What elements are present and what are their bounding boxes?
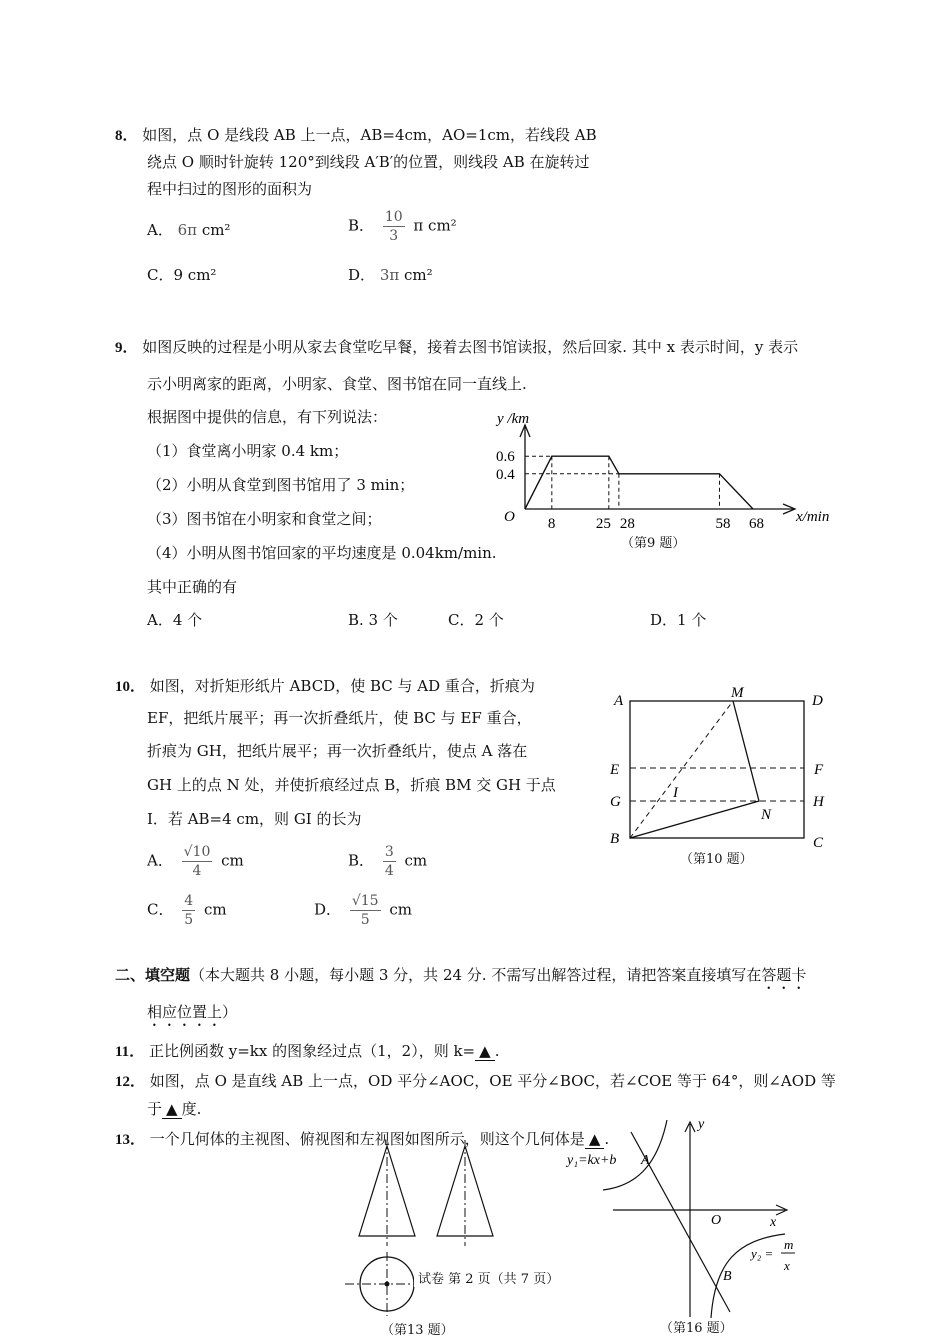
label-f: F bbox=[814, 762, 824, 778]
chart-x-tick-25: 25 bbox=[595, 516, 611, 532]
q10-option-d-fraction: $\frac{√15}{5}$ bbox=[351, 893, 379, 928]
label-g: G bbox=[610, 794, 621, 810]
q9-option-a[interactable]: A．4 个 bbox=[147, 611, 203, 629]
q8-number: 8 bbox=[115, 128, 123, 144]
q13: 13． 一个几何体的主视图、俯视图和左视图如图所示，则这个几何体是 ▲ . bbox=[115, 1130, 610, 1148]
q10-option-a-fraction: $\frac{√10}{4}$ bbox=[183, 844, 211, 879]
q16-figure bbox=[567, 1112, 810, 1322]
label-a: A bbox=[614, 693, 624, 709]
q9-line4: 其中正确的有 bbox=[147, 578, 238, 596]
q10-line1: 如图，对折矩形纸片 ABCD，使 BC 与 AD 重合，折痕为 bbox=[149, 677, 535, 695]
q10-line4: GH 上的点 N 处，并使折痕经过点 B，折痕 BM 交 GH 于点 bbox=[147, 776, 556, 794]
q16-y2-num: m bbox=[784, 1237, 794, 1252]
q9-chart bbox=[490, 405, 850, 550]
q9-line3: 根据图中提供的信息，有下列说法： bbox=[147, 408, 388, 426]
q9-option-c[interactable]: C．2 个 bbox=[448, 611, 504, 629]
q16-axis-x: x bbox=[770, 1215, 777, 1230]
folded-triangle bbox=[630, 701, 759, 838]
section2-line2: 相应位置上） bbox=[147, 1003, 238, 1021]
q10-line2: EF，把纸片展平；再一次折叠纸片，使 BC 与 EF 重合， bbox=[147, 709, 532, 727]
q9-statement-1: （1）食堂离小明家 0.4 km； bbox=[147, 442, 349, 460]
q10-option-b-fraction: $\frac{3}{4}$ bbox=[384, 844, 394, 879]
q9-option-d[interactable]: D．1 个 bbox=[650, 611, 707, 629]
q11: 11． 正比例函数 y=kx 的图象经过点（1，2），则 k= ▲ . bbox=[115, 1042, 500, 1060]
section2-emph1: 答题卡 bbox=[761, 966, 807, 984]
label-b: B bbox=[610, 831, 620, 847]
q13-caption: （第13 题） bbox=[381, 1323, 454, 1338]
label-h: H bbox=[813, 794, 824, 810]
q16-y2-den: x bbox=[784, 1258, 790, 1273]
chart-y-tick-0.6: 0.6 bbox=[496, 449, 515, 466]
q9-line1: 如图反映的过程是小明从家去食堂吃早餐，接着去图书馆读报，然后回家. 其中 x 表示时间，y 表示 bbox=[142, 338, 799, 356]
q9-number: 9 bbox=[115, 340, 123, 356]
q8-line2: 绕点 O 顺时针旋转 120°到线段 A′B′的位置，则线段 AB 在旋转过 bbox=[147, 153, 590, 171]
q16-point-b: B bbox=[723, 1269, 732, 1284]
q12: 12． 如图，点 O 是直线 AB 上一点，OD 平分∠AOC，OE 平分∠BOC，若∠COE 等于 64°，则∠AOD 等 bbox=[115, 1072, 836, 1090]
label-m: M bbox=[731, 685, 744, 701]
q10-option-b[interactable]: B． $\frac{3}{4}$ cm bbox=[348, 844, 428, 879]
label-c: C bbox=[813, 835, 824, 851]
chart-y-tick-0.4: 0.4 bbox=[496, 466, 515, 483]
top-view-center-dot bbox=[385, 1282, 390, 1287]
q13-number: 13 bbox=[115, 1132, 130, 1148]
q16-axis-y: y bbox=[698, 1117, 705, 1132]
chart-x-tick-28: 28 bbox=[619, 516, 635, 532]
page-footer: 试卷 第 2 页（共 7 页） bbox=[414, 1268, 563, 1287]
q8-option-d[interactable]: D． 3π cm² bbox=[348, 266, 433, 284]
chart-ylabel: y /km bbox=[497, 411, 530, 427]
chart-series-line bbox=[525, 456, 753, 509]
q12-line2: 于 ▲ 度. bbox=[147, 1100, 202, 1118]
q9-option-b[interactable]: B. 3 个 bbox=[348, 611, 398, 629]
q16-caption: （第16 题） bbox=[660, 1321, 733, 1336]
q12-number: 12 bbox=[115, 1074, 130, 1090]
q9-statement-4: （4）小明从图书馆回家的平均速度是 0.04km/min. bbox=[147, 544, 497, 562]
section2-emph2: 相应位置上 bbox=[147, 1003, 223, 1021]
q9-statement-2: （2）小明从食堂到图书馆用了 3 min； bbox=[147, 476, 415, 494]
q10-figure bbox=[600, 680, 840, 855]
chart-origin-label: O bbox=[504, 509, 515, 525]
q16-y2-label: y₂ = bbox=[751, 1246, 774, 1261]
fold-line-bm bbox=[630, 701, 733, 838]
chart-layer bbox=[496, 425, 795, 532]
q8-option-b[interactable]: B． $\frac{10}{3}$ π cm² bbox=[348, 209, 457, 244]
q9-line2: 示小明离家的距离，小明家、食堂、图书馆在同一直线上. bbox=[147, 375, 527, 393]
q10-stem: 10． 如图，对折矩形纸片 ABCD，使 BC 与 AD 重合，折痕为 bbox=[115, 677, 535, 695]
section2-desc1: （本大题共 8 小题，每小题 3 分，共 24 分. 不需写出解答过程，请把答案直接填写在 bbox=[190, 966, 762, 984]
q12-line1: 如图，点 O 是直线 AB 上一点，OD 平分∠AOC，OE 平分∠BOC，若∠COE 等于 64°，则∠AOD 等 bbox=[149, 1072, 836, 1090]
q10-option-c-fraction: $\frac{4}{5}$ bbox=[184, 893, 194, 928]
q11-text: 正比例函数 y=kx 的图象经过点（1，2），则 k= bbox=[148, 1042, 476, 1060]
q11-answer-blank[interactable]: ▲ bbox=[475, 1042, 495, 1061]
q10-line5: I．若 AB=4 cm，则 GI 的长为 bbox=[147, 810, 362, 828]
q10-option-c[interactable]: C． $\frac{4}{5}$ cm bbox=[147, 893, 227, 928]
chart-xlabel: x/min bbox=[796, 509, 830, 525]
q10-caption: （第10 题） bbox=[680, 852, 753, 867]
q16-origin: O bbox=[711, 1213, 722, 1228]
chart-x-tick-58: 58 bbox=[715, 516, 731, 532]
q16-point-a: A bbox=[641, 1153, 650, 1168]
chart-x-tick-8: 8 bbox=[547, 516, 556, 532]
q10-option-d[interactable]: D． $\frac{√15}{5}$ cm bbox=[314, 893, 412, 928]
q8-option-a-unit: cm² bbox=[201, 221, 231, 239]
q10-line3: 折痕为 GH，把纸片展平；再一次折叠纸片，使点 A 落在 bbox=[147, 742, 528, 760]
q8-option-d-coef: 3π bbox=[379, 266, 400, 284]
chart-x-tick-68: 68 bbox=[749, 516, 764, 532]
q11-number: 11 bbox=[115, 1044, 130, 1060]
label-n: N bbox=[761, 807, 772, 823]
q9-caption: （第9 题） bbox=[621, 536, 686, 551]
q8-option-a-coef: 6π bbox=[177, 221, 198, 239]
q8-line1: 如图，点 O 是线段 AB 上一点，AB=4cm，AO=1cm，若线段 AB bbox=[142, 126, 597, 144]
q13-three-views bbox=[340, 1138, 510, 1318]
q9-stem: 9． 如图反映的过程是小明从家去食堂吃早餐，接着去图书馆读报，然后回家. 其中 x 表示时间，y 表示 bbox=[115, 338, 799, 356]
q10-number: 10 bbox=[115, 679, 130, 695]
q8-option-c[interactable]: C．9 cm² bbox=[147, 266, 217, 284]
q10-option-a[interactable]: A． $\frac{√10}{4}$ cm bbox=[147, 844, 244, 879]
label-i: I bbox=[673, 785, 678, 801]
q8-option-b-fraction: $\frac{10}{3}$ bbox=[384, 209, 403, 244]
q13-answer-blank[interactable]: ▲ bbox=[585, 1130, 605, 1149]
q8-line3: 程中扫过的图形的面积为 bbox=[147, 180, 313, 198]
label-e: E bbox=[610, 762, 620, 778]
q16-y1-label: y₁=kx+b bbox=[567, 1153, 617, 1168]
section2-header bbox=[115, 964, 806, 993]
q13-text: 一个几何体的主视图、俯视图和左视图如图所示，则这个几何体是 bbox=[149, 1130, 585, 1148]
q9-statement-3: （3）图书馆在小明家和食堂之间； bbox=[147, 510, 382, 528]
label-d: D bbox=[812, 693, 823, 709]
q12-answer-blank[interactable]: ▲ bbox=[162, 1100, 182, 1119]
section2-title: 二、填空题 bbox=[115, 968, 191, 984]
q8-stem: 8． 如图，点 O 是线段 AB 上一点，AB=4cm，AO=1cm，若线段 AB bbox=[115, 126, 597, 144]
q8-option-a[interactable]: A． 6π cm² bbox=[147, 221, 231, 239]
